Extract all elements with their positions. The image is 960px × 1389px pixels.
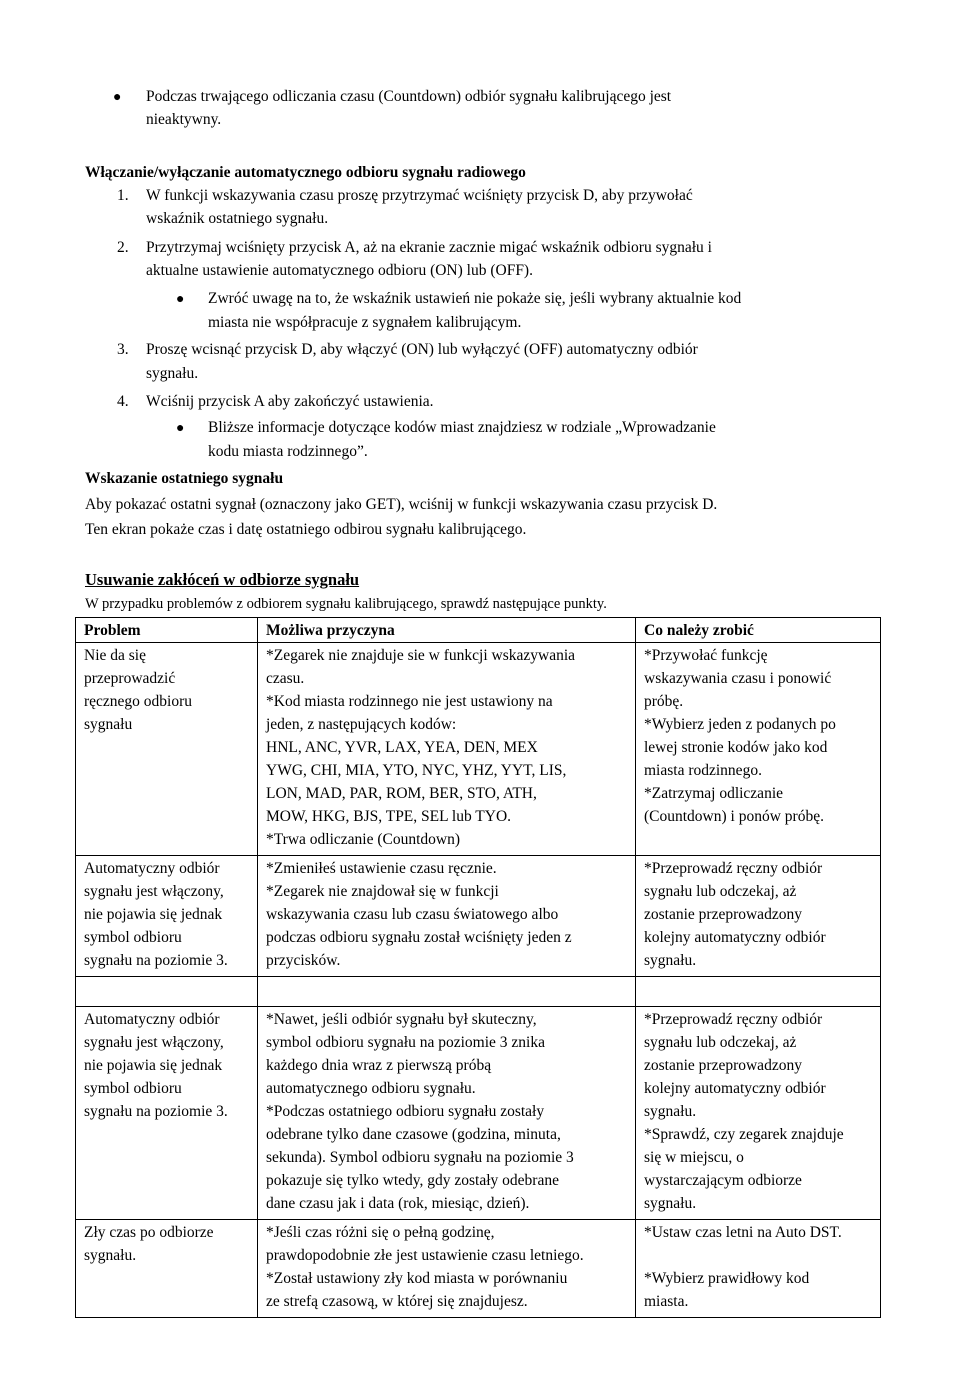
table-row bbox=[76, 643, 881, 856]
cell-line: ze strefą czasową, w której się znajdujesz. bbox=[266, 1293, 528, 1310]
cell-line: symbol odbioru bbox=[84, 1080, 182, 1097]
note1-line1: Zwróć uwagę na to, że wskaźnik ustawień nie pokaże się, jeśli wybrany aktualnie kod bbox=[208, 290, 742, 307]
cause-cell bbox=[258, 643, 636, 856]
cell-line: *Wybierz prawidłowy kod bbox=[644, 1270, 810, 1287]
cell-line: zostanie przeprowadzony bbox=[644, 906, 802, 923]
cell-line: sygnału na poziomie 3. bbox=[84, 952, 228, 969]
cell-line: wystarczającym odbiorze bbox=[644, 1172, 802, 1189]
header-problem: Problem bbox=[76, 618, 258, 643]
cell-line: prawdopodobnie złe jest ustawienie czasu letniego. bbox=[266, 1247, 584, 1264]
cell-line: sygnału jest włączony, bbox=[84, 1034, 224, 1051]
item4-number: 4. bbox=[117, 393, 129, 410]
cell-line bbox=[644, 1244, 872, 1267]
cell-line: *Wybierz jeden z podanych po bbox=[644, 716, 836, 733]
item3-line2: sygnału. bbox=[146, 365, 199, 382]
item1-number: 1. bbox=[117, 187, 129, 204]
cell-line: przeprowadzić bbox=[84, 670, 176, 687]
item3-number: 3. bbox=[117, 341, 129, 358]
cell-line: sygnału. bbox=[644, 1103, 697, 1120]
bullet-dot: ● bbox=[176, 421, 185, 436]
table-header-row bbox=[76, 618, 881, 643]
cell-line: każdego dnia wraz z pierwszą próbą bbox=[266, 1057, 492, 1074]
cell-line: lewej stronie kodów jako kod bbox=[644, 739, 828, 756]
item2-line1: Przytrzymaj wciśnięty przycisk A, aż na ekranie zacznie migać wskaźnik odbioru sygnału i bbox=[146, 239, 712, 256]
cell-line: wskazywania czasu i ponowić bbox=[644, 670, 832, 687]
bullet-dot: ● bbox=[176, 292, 185, 307]
item1-line1: W funkcji wskazywania czasu proszę przytrzymać wciśnięty przycisk D, aby przywołać bbox=[146, 187, 693, 204]
cell-line: sygnału lub odczekaj, aż bbox=[644, 883, 797, 900]
cell-line: *Zegarek nie znajduje sie w funkcji wskazywania bbox=[266, 647, 576, 664]
cell-line: *Sprawdź, czy zegarek znajduje bbox=[644, 1126, 844, 1143]
cell-line: ręcznego odbioru bbox=[84, 693, 193, 710]
cell-line: MOW, HKG, BJS, TPE, SEL lub TYO. bbox=[266, 808, 512, 825]
troubleshooting-table bbox=[75, 617, 881, 1318]
cell-line: Zły czas po odbiorze bbox=[84, 1224, 214, 1241]
cell-line: *Zegarek nie znajdował się w funkcji bbox=[266, 883, 499, 900]
header-action: Co należy zrobić bbox=[636, 618, 881, 643]
problem-cell bbox=[76, 1220, 258, 1318]
cell-line: *Ustaw czas letni na Auto DST. bbox=[644, 1224, 842, 1241]
last-signal-line2: Ten ekran pokaże czas i datę ostatniego odbirou sygnału kalibrującego. bbox=[85, 521, 527, 538]
cell-line: LON, MAD, PAR, ROM, BER, STO, ATH, bbox=[266, 785, 537, 802]
cell-line: symbol odbioru bbox=[84, 929, 182, 946]
cell-line: odebrane tylko dane czasowe (godzina, minuta, bbox=[266, 1126, 561, 1143]
last-signal-heading: Wskazanie ostatniego sygnału bbox=[85, 470, 284, 487]
note1-line2: miasta nie współpracuje z sygnałem kalibrującym. bbox=[208, 314, 522, 331]
cell-line: sekunda). Symbol odbioru sygnału na poziomie 3 bbox=[266, 1149, 574, 1166]
troubleshooting-intro: W przypadku problemów z odbiorem sygnału kalibrującego, sprawdź następujące punkty. bbox=[85, 596, 607, 612]
cell-line: zostanie przeprowadzony bbox=[644, 1057, 802, 1074]
cell-line: sygnału lub odczekaj, aż bbox=[644, 1034, 797, 1051]
last-signal-line1: Aby pokazać ostatni sygnał (oznaczony jako GET), wciśnij w funkcji wskazywania czasu przycisk D. bbox=[85, 496, 718, 513]
cell-line: sygnału na poziomie 3. bbox=[84, 1103, 228, 1120]
item3-line1: Proszę wcisnąć przycisk D, aby włączyć (ON) lub wyłączyć (OFF) automatyczny odbiór bbox=[146, 341, 698, 358]
cell-line: symbol odbioru sygnału na poziomie 3 znika bbox=[266, 1034, 545, 1051]
action-cell bbox=[636, 643, 881, 856]
table-row bbox=[76, 856, 881, 977]
cell-line: *Zmieniłeś ustawienie czasu ręcznie. bbox=[266, 860, 497, 877]
cell-line: Automatyczny odbiór bbox=[84, 1011, 220, 1028]
cause-cell bbox=[258, 856, 636, 977]
cell-line: *Jeśli czas różni się o pełną godzinę, bbox=[266, 1224, 495, 1241]
action-cell bbox=[636, 856, 881, 977]
header-cause: Możliwa przyczyna bbox=[258, 618, 636, 643]
cell-line: *Nawet, jeśli odbiór sygnału był skuteczny, bbox=[266, 1011, 537, 1028]
cell-line: się w miejscu, o bbox=[644, 1149, 744, 1166]
cell-line: kolejny automatyczny odbiór bbox=[644, 929, 826, 946]
cell-line: wskazywania czasu lub czasu światowego albo bbox=[266, 906, 559, 923]
cause-cell bbox=[258, 1220, 636, 1318]
troubleshooting-heading: Usuwanie zakłóceń w odbiorze sygnału bbox=[85, 570, 360, 589]
cell-line: nie pojawia się jednak bbox=[84, 906, 223, 923]
cell-line: jeden, z następujących kodów: bbox=[266, 716, 457, 733]
cell-line: sygnału bbox=[84, 716, 133, 733]
action-cell bbox=[636, 1007, 881, 1220]
action-cell bbox=[636, 1220, 881, 1318]
auto-section-heading: Włączanie/wyłączanie automatycznego odbioru sygnału radiowego bbox=[85, 164, 526, 181]
cell-line: sygnału. bbox=[644, 1195, 697, 1212]
cell-line: *Kod miasta rodzinnego nie jest ustawiony na bbox=[266, 693, 553, 710]
problem-cell bbox=[76, 1007, 258, 1220]
cell-line: *Przeprowadź ręczny odbiór bbox=[644, 860, 823, 877]
cell-line: *Podczas ostatniego odbioru sygnału zostały bbox=[266, 1103, 545, 1120]
bullet-dot: ● bbox=[113, 90, 122, 105]
cell-line: sygnału. bbox=[644, 952, 697, 969]
cell-line: (Countdown) i ponów próbę. bbox=[644, 808, 824, 825]
cell-line: miasta rodzinnego. bbox=[644, 762, 762, 779]
cell-line: sygnału jest włączony, bbox=[84, 883, 224, 900]
cell-line: *Zatrzymaj odliczanie bbox=[644, 785, 784, 802]
top-bullet-line2: nieaktywny. bbox=[146, 111, 222, 128]
cell-line: przycisków. bbox=[266, 952, 341, 969]
cell-line: Automatyczny odbiór bbox=[84, 860, 220, 877]
table-gap-row bbox=[76, 977, 881, 1007]
cell-line: kolejny automatyczny odbiór bbox=[644, 1080, 826, 1097]
cell-line: *Przywołać funkcję bbox=[644, 647, 768, 664]
cell-line: dane czasu jak i data (rok, miesiąc, dzień). bbox=[266, 1195, 530, 1212]
table-row bbox=[76, 1220, 881, 1318]
cell-line: Nie da się bbox=[84, 647, 146, 664]
cell-line: automatycznego odbioru sygnału. bbox=[266, 1080, 476, 1097]
item1-line2: wskaźnik ostatniego sygnału. bbox=[146, 210, 329, 227]
problem-cell bbox=[76, 643, 258, 856]
cell-line: miasta. bbox=[644, 1293, 689, 1310]
top-bullet-line1: Podczas trwającego odliczania czasu (Countdown) odbiór sygnału kalibrującego jest bbox=[146, 88, 672, 105]
problem-cell bbox=[76, 856, 258, 977]
item4-line1: Wciśnij przycisk A aby zakończyć ustawienia. bbox=[146, 393, 434, 410]
cell-line: czasu. bbox=[266, 670, 305, 687]
cell-line: nie pojawia się jednak bbox=[84, 1057, 223, 1074]
cell-line: HNL, ANC, YVR, LAX, YEA, DEN, MEX bbox=[266, 739, 538, 756]
note2-line1: Bliższe informacje dotyczące kodów miast znajdziesz w rodziale „Wprowadzanie bbox=[208, 419, 716, 436]
item2-line2: aktualne ustawienie automatycznego odbioru (ON) lub (OFF). bbox=[146, 262, 533, 279]
cell-line: YWG, CHI, MIA, YTO, NYC, YHZ, YYT, LIS, bbox=[266, 762, 567, 779]
cell-line: *Trwa odliczanie (Countdown) bbox=[266, 831, 461, 848]
table-row bbox=[76, 1007, 881, 1220]
cell-line: *Został ustawiony zły kod miasta w porównaniu bbox=[266, 1270, 568, 1287]
cell-line: próbę. bbox=[644, 693, 684, 710]
cell-line: podczas odbioru sygnału został wciśnięty jeden z bbox=[266, 929, 572, 946]
cell-line: pokazuje się tylko wtedy, gdy zostały odebrane bbox=[266, 1172, 559, 1189]
cell-line: sygnału. bbox=[84, 1247, 137, 1264]
cause-cell bbox=[258, 1007, 636, 1220]
item2-number: 2. bbox=[117, 239, 129, 256]
note2-line2: kodu miasta rodzinnego”. bbox=[208, 443, 368, 460]
cell-line: *Przeprowadź ręczny odbiór bbox=[644, 1011, 823, 1028]
